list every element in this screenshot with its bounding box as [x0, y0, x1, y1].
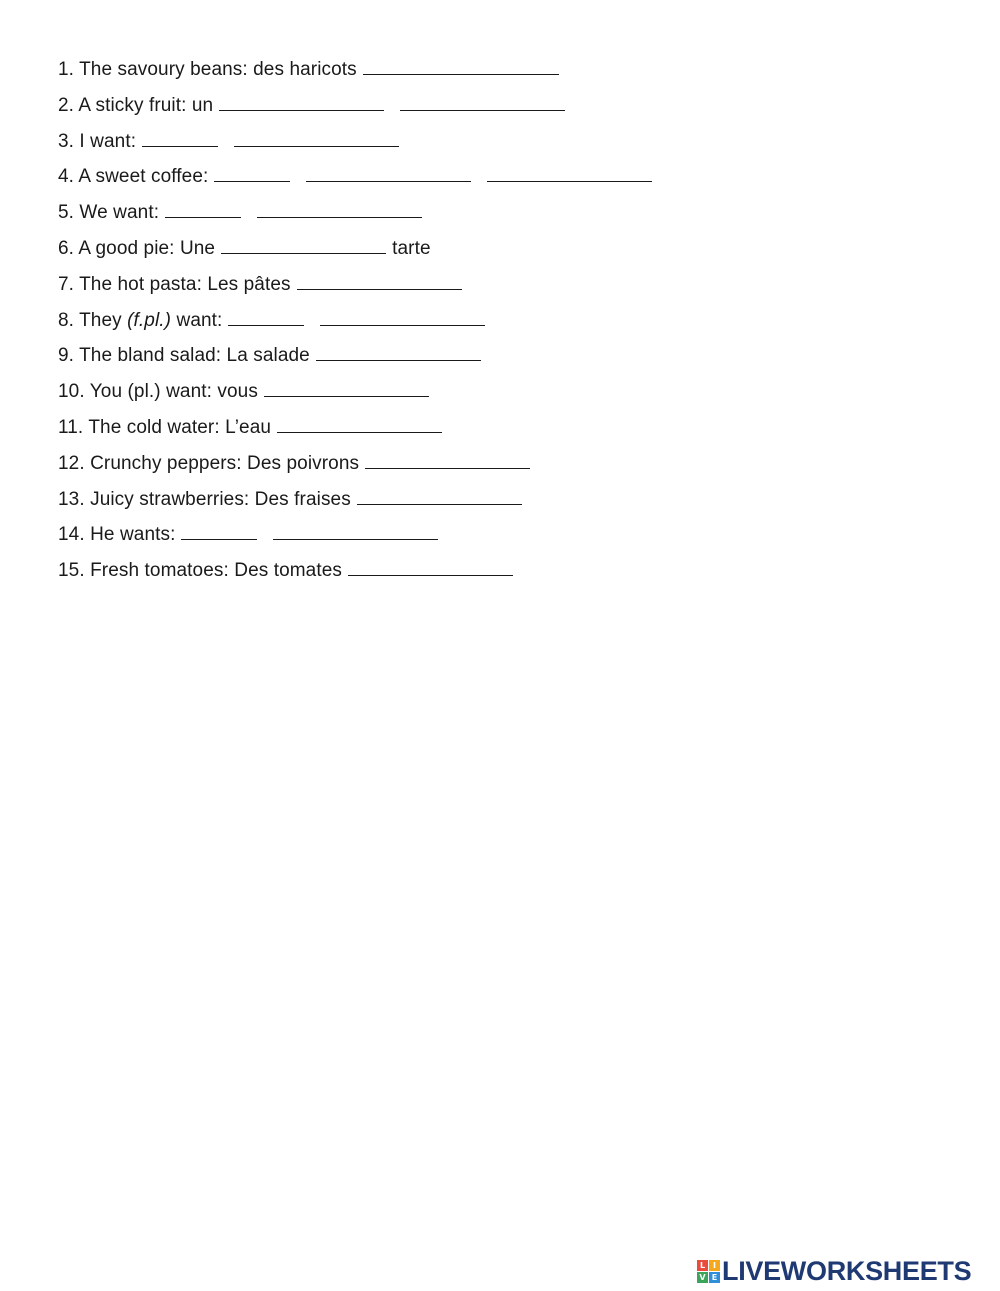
answer-blank-2a[interactable] [219, 92, 384, 111]
question-8-text-italic: (f.pl.) [127, 309, 172, 331]
question-14 [58, 520, 958, 556]
question-10-text: 10. You (pl.) want: vous [58, 381, 258, 403]
question-7 [58, 270, 958, 306]
question-4 [58, 162, 958, 198]
question-1 [58, 55, 958, 91]
answer-blank-9[interactable] [316, 342, 481, 361]
question-10 [58, 377, 958, 413]
answer-blank-4c[interactable] [487, 163, 652, 182]
question-4-text: 4. A sweet coffee: [58, 166, 209, 188]
question-11 [58, 413, 958, 449]
answer-blank-8a[interactable] [228, 307, 304, 326]
question-9-text: 9. The bland salad: La salade [58, 345, 310, 367]
question-15 [58, 556, 958, 592]
question-15-text: 15. Fresh tomatoes: Des tomates [58, 560, 342, 582]
question-6-text-after: tarte [392, 237, 431, 259]
answer-blank-3b[interactable] [234, 128, 399, 147]
question-5-text: 5. We want: [58, 202, 160, 224]
question-5 [58, 198, 958, 234]
answer-blank-5a[interactable] [165, 199, 241, 218]
question-9 [58, 341, 958, 377]
answer-blank-6[interactable] [221, 235, 386, 254]
question-2 [58, 91, 958, 127]
logo-tile-v: V [697, 1272, 708, 1283]
logo-tile-l: L [697, 1260, 708, 1271]
answer-blank-14a[interactable] [181, 521, 257, 540]
answer-blank-5b[interactable] [257, 199, 422, 218]
question-8-text-before: 8. They [58, 309, 122, 331]
answer-blank-7[interactable] [297, 271, 462, 290]
answer-blank-15[interactable] [348, 557, 513, 576]
logo-text: LIVEWORKSHEETS [722, 1255, 972, 1286]
answer-blank-8b[interactable] [320, 307, 485, 326]
question-6-text-before: 6. A good pie: Une [58, 237, 216, 259]
answer-blank-3a[interactable] [142, 128, 218, 147]
logo-tile-i: I [709, 1260, 720, 1271]
question-7-text: 7. The hot pasta: Les pâtes [58, 273, 291, 295]
logo-tiles-icon [697, 1260, 720, 1283]
question-3 [58, 127, 958, 163]
question-8 [58, 306, 958, 342]
answer-blank-11[interactable] [277, 414, 442, 433]
answer-blank-12[interactable] [365, 450, 530, 469]
worksheet [58, 55, 958, 592]
answer-blank-4b[interactable] [306, 163, 471, 182]
answer-blank-14b[interactable] [273, 521, 438, 540]
answer-blank-4a[interactable] [214, 163, 290, 182]
answer-blank-2b[interactable] [400, 92, 565, 111]
question-14-text: 14. He wants: [58, 524, 176, 546]
answer-blank-10[interactable] [264, 378, 429, 397]
question-11-text: 11. The cold water: L’eau [58, 416, 272, 438]
question-6 [58, 234, 958, 270]
question-2-text: 2. A sticky fruit: un [58, 94, 214, 116]
question-3-text: 3. I want: [58, 130, 137, 152]
question-1-text: 1. The savoury beans: des haricots [58, 59, 357, 80]
liveworksheets-logo [697, 1256, 971, 1286]
answer-blank-1[interactable] [363, 56, 559, 75]
answer-blank-13[interactable] [357, 486, 522, 505]
question-13-text: 13. Juicy strawberries: Des fraises [58, 488, 351, 510]
question-12 [58, 449, 958, 485]
question-13 [58, 485, 958, 521]
question-8-text-after: want: [176, 309, 223, 331]
question-12-text: 12. Crunchy peppers: Des poivrons [58, 452, 360, 474]
logo-tile-e: E [709, 1272, 720, 1283]
